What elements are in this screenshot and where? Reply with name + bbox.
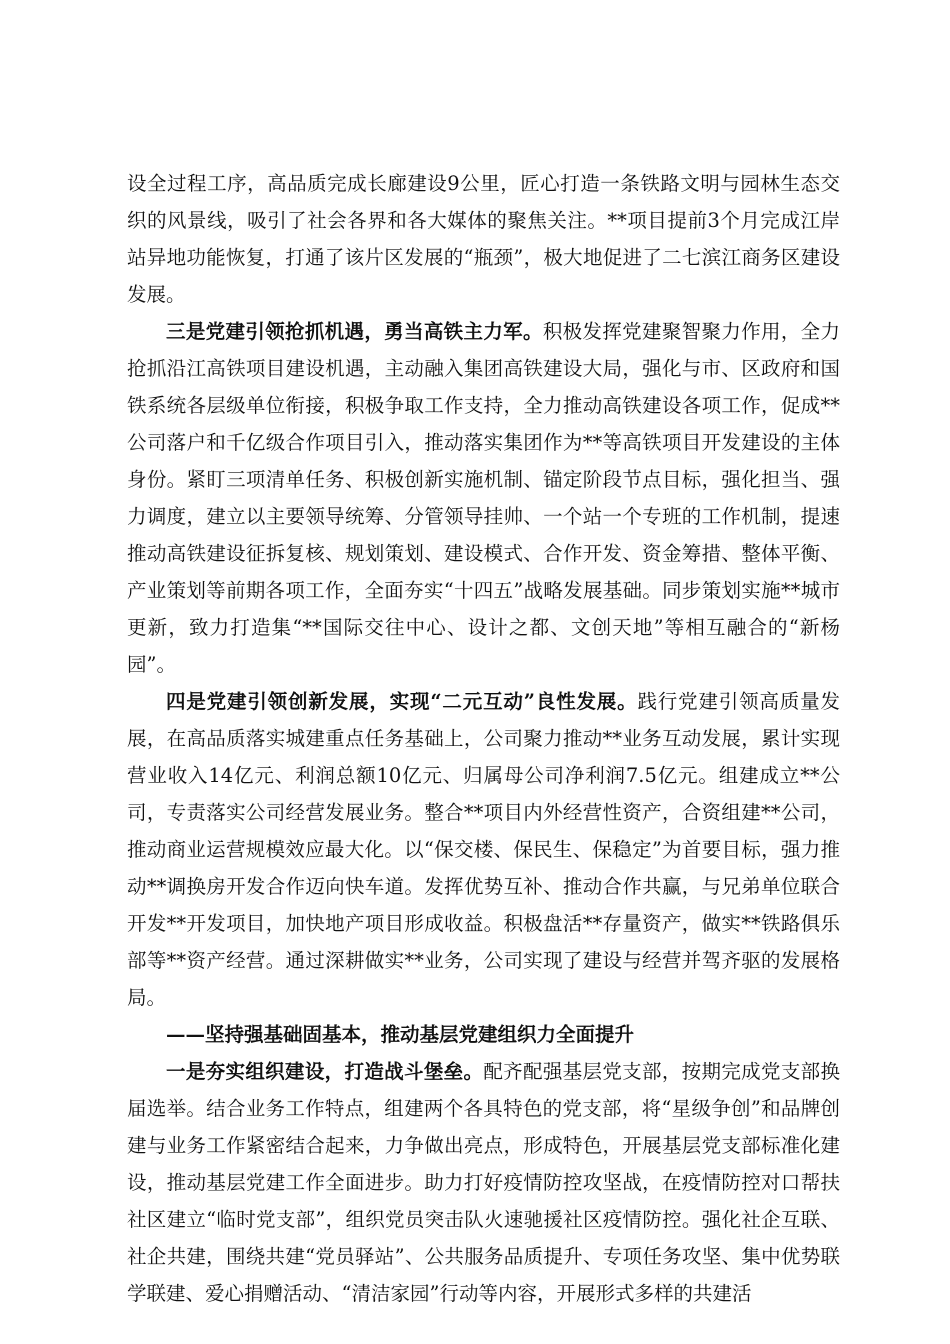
section-heading: ——坚持强基础固基本，推动基层党建组织力全面提升 xyxy=(166,1023,635,1046)
paragraph-lead: 四是党建引领创新发展，实现“二元互动”良性发展。 xyxy=(166,690,638,713)
paragraph-lead: 三是党建引领抢抓机遇，勇当高铁主力军。 xyxy=(166,320,543,343)
paragraph-continuation xyxy=(127,165,840,313)
paragraph-high-speed-rail xyxy=(127,313,840,683)
paragraph-organization-building xyxy=(127,1053,840,1312)
paragraph-text: 践行党建引领高质量发展，在高品质落实城建重点任务基础上，公司聚力推动**业务互动发展，累计实现营业收入14亿元、利润总额10亿元、归属母公司净利润7.5亿元。组建成立**公司，专责落实公司经营发展业务。整合**项目内外经营性资产，合资组建**公司，推动商业运营规模效应最大化。以“保交楼、保民生、保稳定”为首要目标，强力推动**调换房开发合作迈向快车道。发挥优势互补、推动合作共赢，与兄弟单位联合开发**开发项目，加快地产项目形成收益。积极盘活**存量资产，做实**铁路俱乐部等**资产经营。通过深耕做实**业务，公司实现了建设与经营并驾齐驱的发展格局。 xyxy=(127,690,840,1009)
paragraph-text: 设全过程工序，高品质完成长廊建设9公里，匠心打造一条铁路文明与园林生态交织的风景线，吸引了社会各界和各大媒体的聚焦关注。**项目提前3个月完成江岸站异地功能恢复，打通了该片区发展的“瓶颈”，极大地促进了二七滨江商务区建设发展。 xyxy=(127,172,840,306)
paragraph-text: 积极发挥党建聚智聚力作用，全力抢抓沿江高铁项目建设机遇，主动融入集团高铁建设大局，强化与市、区政府和国铁系统各层级单位衔接，积极争取工作支持，全力推动高铁建设各项工作，促成**公司落户和千亿级合作项目引入，推动落实集团作为**等高铁项目开发建设的主体身份。紧盯三项清单任务、积极创新实施机制、锚定阶段节点目标，强化担当、强力调度，建立以主要领导统筹、分管领导挂帅、一个站一个专班的工作机制，提速推动高铁建设征拆复核、规划策划、建设模式、合作开发、资金筹措、整体平衡、产业策划等前期各项工作，全面夯实“十四五”战略发展基础。同步策划实施**城市更新，致力打造集“**国际交往中心、设计之都、文创天地”等相互融合的“新杨园”。 xyxy=(127,320,840,676)
paragraph-lead: 一是夯实组织建设，打造战斗堡垒。 xyxy=(166,1060,484,1083)
paragraph-innovation-development xyxy=(127,683,840,1016)
paragraph-text: 配齐配强基层党支部，按期完成党支部换届选举。结合业务工作特点，组建两个各具特色的党支部，将“星级争创”和品牌创建与业务工作紧密结合起来，力争做出亮点，形成特色，开展基层党支部标准化建设，推动基层党建工作全面进步。助力打好疫情防控攻坚战，在疫情防控对口帮扶社区建立“临时党支部”，组织党员突击队火速驰援社区疫情防控。强化社企互联、社企共建，围绕共建“党员驿站”、公共服务品质提升、专项任务攻坚、集中优势联学联建、爱心捐赠活动、“清洁家园”行动等内容，开展形式多样的共建活 xyxy=(127,1060,840,1305)
